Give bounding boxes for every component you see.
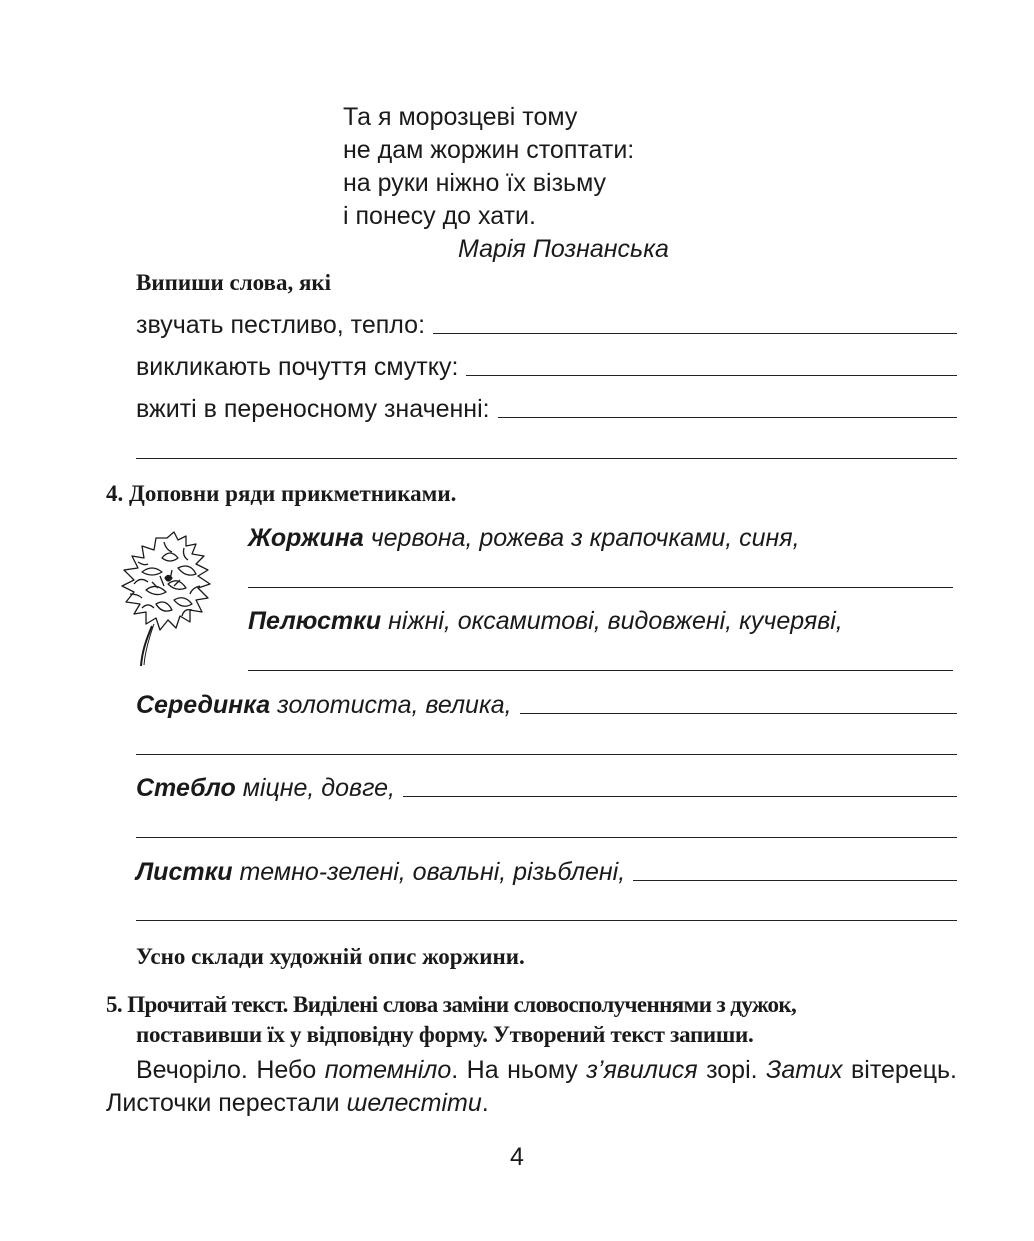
text-run: . На ньому — [451, 1056, 587, 1084]
noun-label: Стебло — [136, 774, 236, 802]
text-run: . — [481, 1089, 489, 1117]
task-title: Прочитай текст. Виділені слова заміни словосполученнями з дужок, — [127, 992, 797, 1017]
highlighted-word: з’явилися — [586, 1056, 698, 1084]
task-title: Доповни ряди прикметниками. — [129, 481, 457, 506]
adjective-list: ніжні, оксамитові, видовжені, кучеряві, — [388, 607, 843, 635]
answer-row-sadness — [136, 353, 957, 382]
fill-row-leaves — [136, 858, 957, 887]
answer-line[interactable] — [633, 880, 957, 881]
answer-row-figurative — [136, 395, 957, 424]
answer-prompt: звучать пестливо, тепло: — [136, 311, 426, 339]
answer-line[interactable] — [136, 920, 957, 921]
answer-line[interactable] — [248, 670, 953, 671]
task4-heading — [106, 481, 456, 507]
fill-row-dahlia — [248, 524, 953, 553]
answer-line[interactable] — [466, 375, 957, 376]
task5-text — [106, 1054, 957, 1120]
text-run: вітерець. Листочки перестали — [106, 1056, 957, 1117]
highlighted-word: потемніло — [324, 1056, 452, 1084]
answer-line[interactable] — [403, 796, 957, 797]
text-run: зорі. — [697, 1056, 767, 1084]
dahlia-flower-icon — [112, 528, 230, 668]
answer-line[interactable] — [248, 587, 953, 588]
answer-line[interactable] — [498, 417, 957, 418]
task3-heading: Випиши слова, які — [136, 270, 332, 295]
answer-prompt: викликають почуття смутку: — [136, 353, 459, 381]
highlighted-word: шелестіти — [346, 1089, 482, 1117]
noun-label: Жоржина — [248, 524, 364, 552]
answer-line[interactable] — [433, 333, 957, 334]
task4-footer: Усно склади художній опис жоржини. — [136, 944, 525, 969]
poem-line-2: не дам жоржин стоптати: — [343, 136, 635, 164]
answer-row-affectionate — [136, 311, 957, 340]
answer-line[interactable] — [136, 754, 957, 755]
task-number: 4. — [106, 481, 124, 506]
poem-line-3: на руки ніжно їх візьму — [343, 169, 607, 197]
poem-line-4: і понесу до хати. — [343, 202, 536, 230]
fill-row-stem — [136, 774, 957, 803]
adjective-list: темно-зелені, овальні, різьблені, — [239, 858, 626, 886]
fill-row-petals — [248, 607, 953, 636]
answer-line[interactable] — [136, 458, 957, 459]
task-number: 5. — [106, 992, 123, 1017]
adjective-list: червона, рожева з крапочками, синя, — [370, 524, 800, 552]
fill-row-center — [136, 691, 957, 720]
noun-label: Пелюстки — [248, 607, 382, 635]
highlighted-word: Затих — [766, 1056, 843, 1084]
noun-label: Серединка — [136, 691, 271, 719]
poem-author: Марія Познанська — [458, 235, 669, 263]
task5-heading-line2: поставивши їх у відповідну форму. Утворений текст запиши. — [136, 1022, 754, 1047]
answer-prompt: вжиті в переносному значенні: — [136, 395, 490, 423]
answer-line[interactable] — [136, 837, 957, 838]
answer-line[interactable] — [520, 713, 957, 714]
task5-heading-line1 — [106, 992, 796, 1018]
page-number: 4 — [510, 1143, 524, 1171]
adjective-list: міцне, довге, — [242, 774, 395, 802]
noun-label: Листки — [136, 858, 233, 886]
text-run: Вечоріло. Небо — [136, 1056, 325, 1084]
adjective-list: золотиста, велика, — [277, 691, 512, 719]
poem-line-1: Та я морозцеві тому — [343, 103, 578, 131]
